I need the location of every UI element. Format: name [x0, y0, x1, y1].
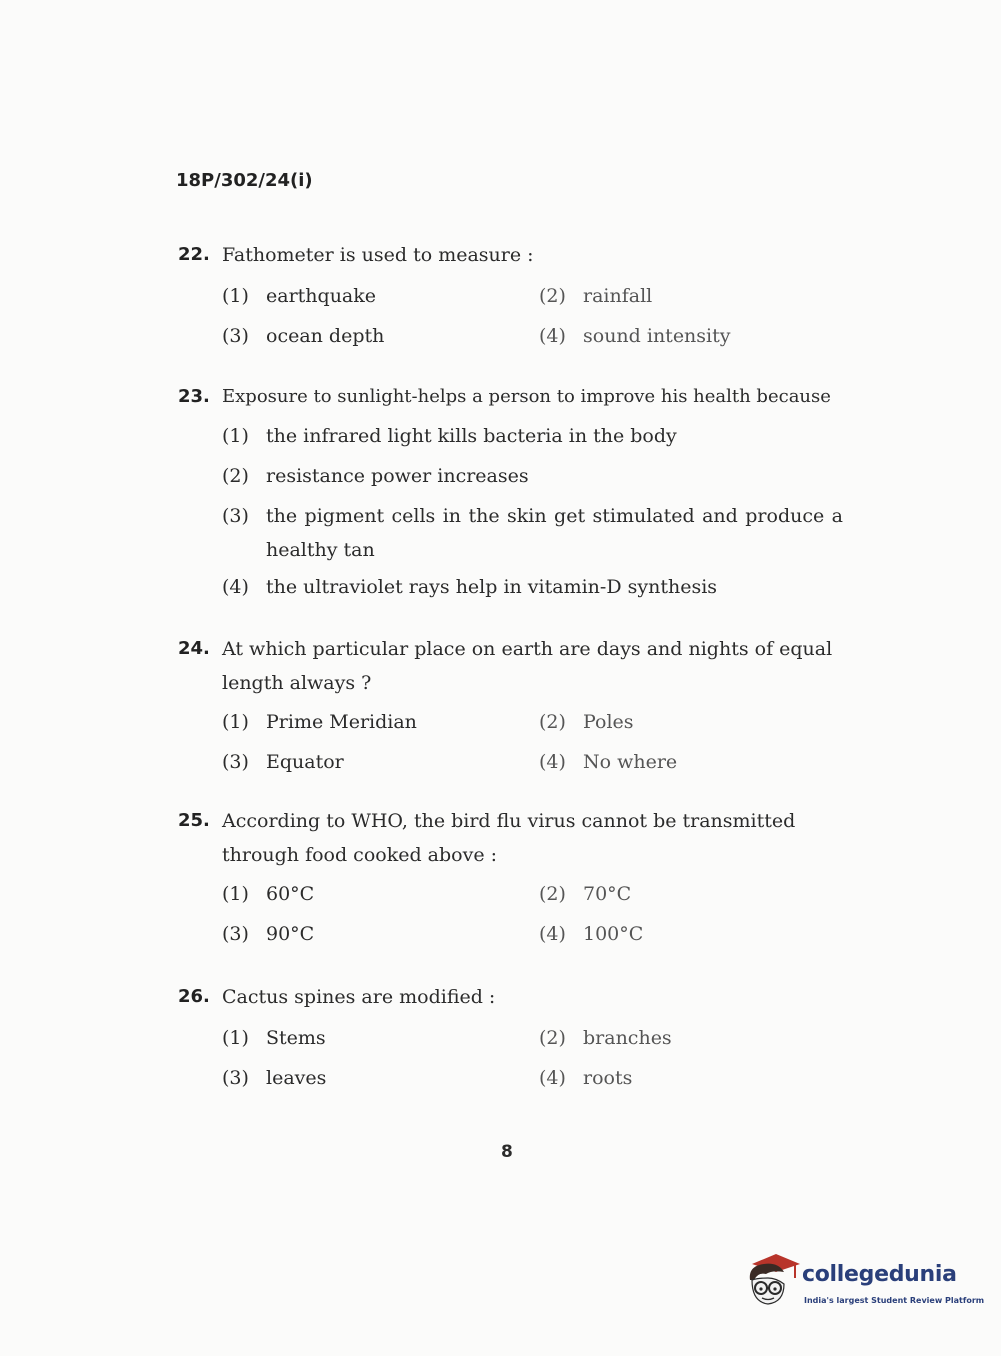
option-number: (3): [222, 325, 249, 347]
option-number: (2): [539, 1027, 566, 1049]
option-text: Poles: [583, 711, 634, 733]
page-number: 8: [501, 1142, 513, 1162]
option-number: (1): [222, 883, 249, 905]
brand-tagline: India's largest Student Review Platform: [804, 1296, 985, 1305]
option-4: [539, 1058, 839, 1098]
option-number: (1): [222, 711, 249, 733]
option-text: Stems: [266, 1027, 326, 1049]
option-number: (4): [222, 576, 249, 598]
option-number: (4): [539, 1067, 566, 1089]
option-text: earthquake: [266, 285, 377, 307]
option-3: [222, 316, 539, 356]
question-25: [178, 804, 843, 954]
question-text: Cactus spines are modified :: [222, 986, 496, 1008]
option-text: No where: [583, 751, 678, 773]
option-3: [222, 914, 539, 954]
question-text: Fathometer is used to measure :: [222, 244, 534, 266]
option-text: roots: [583, 1067, 633, 1089]
option-1: [222, 1018, 539, 1058]
option-4: [539, 914, 839, 954]
option-number: (2): [539, 883, 566, 905]
option-text: sound intensity: [583, 325, 731, 347]
option-1: [222, 276, 539, 316]
option-text: the pigment cells in the skin get stimulated and produce a healthy tan: [266, 505, 843, 561]
option-1: [222, 874, 539, 914]
option-text: Prime Meridian: [266, 711, 417, 733]
option-4: [539, 316, 839, 356]
question-number: 25.: [178, 810, 210, 831]
option-text: 70°C: [583, 883, 632, 905]
paper-code: 18P/302/24(i): [176, 170, 313, 191]
option-text: branches: [583, 1027, 672, 1049]
question-number: 22.: [178, 244, 210, 265]
option-number: (2): [222, 465, 249, 487]
question-number: 24.: [178, 638, 210, 659]
option-text: 90°C: [266, 923, 315, 945]
option-number: (3): [222, 1067, 249, 1089]
option-1: [222, 702, 539, 742]
option-text: rainfall: [583, 285, 653, 307]
option-2: [539, 276, 839, 316]
option-2: [539, 874, 839, 914]
option-1: [222, 416, 843, 456]
option-text: leaves: [266, 1067, 327, 1089]
option-number: (3): [222, 505, 249, 527]
question-number: 23.: [178, 386, 210, 407]
question-22: [178, 238, 843, 356]
question-text: At which particular place on earth are days and nights of equal length always ?: [222, 638, 833, 694]
option-number: (1): [222, 285, 249, 307]
option-text: Equator: [266, 751, 344, 773]
option-2: [539, 1018, 839, 1058]
option-3: [222, 742, 539, 782]
option-number: (3): [222, 923, 249, 945]
question-text: According to WHO, the bird flu virus cannot be transmitted through food cooked above :: [222, 810, 796, 866]
option-text: 100°C: [583, 923, 644, 945]
option-text: the ultraviolet rays help in vitamin-D synthesis: [266, 576, 718, 598]
mascot-icon: [742, 1250, 802, 1312]
option-2: [539, 702, 839, 742]
option-number: (4): [539, 751, 566, 773]
option-text: the infrared light kills bacteria in the body: [266, 425, 677, 447]
option-number: (1): [222, 1027, 249, 1049]
brand-logo[interactable]: [742, 1250, 985, 1312]
option-3: [222, 1058, 539, 1098]
option-number: (4): [539, 325, 566, 347]
question-26: [178, 980, 843, 1098]
option-number: (3): [222, 751, 249, 773]
option-4: [222, 567, 843, 607]
question-24: [178, 632, 843, 782]
question-number: 26.: [178, 986, 210, 1007]
option-3: [222, 496, 843, 567]
option-text: resistance power increases: [266, 465, 529, 487]
option-number: (2): [539, 711, 566, 733]
question-23: [178, 380, 843, 607]
option-text: 60°C: [266, 883, 315, 905]
option-4: [539, 742, 839, 782]
question-text: Exposure to sunlight-helps a person to improve his health because: [222, 386, 831, 407]
option-2: [222, 456, 843, 496]
option-text: ocean depth: [266, 325, 385, 347]
option-number: (4): [539, 923, 566, 945]
option-number: (2): [539, 285, 566, 307]
brand-name: collegedunia: [802, 1262, 957, 1287]
option-number: (1): [222, 425, 249, 447]
